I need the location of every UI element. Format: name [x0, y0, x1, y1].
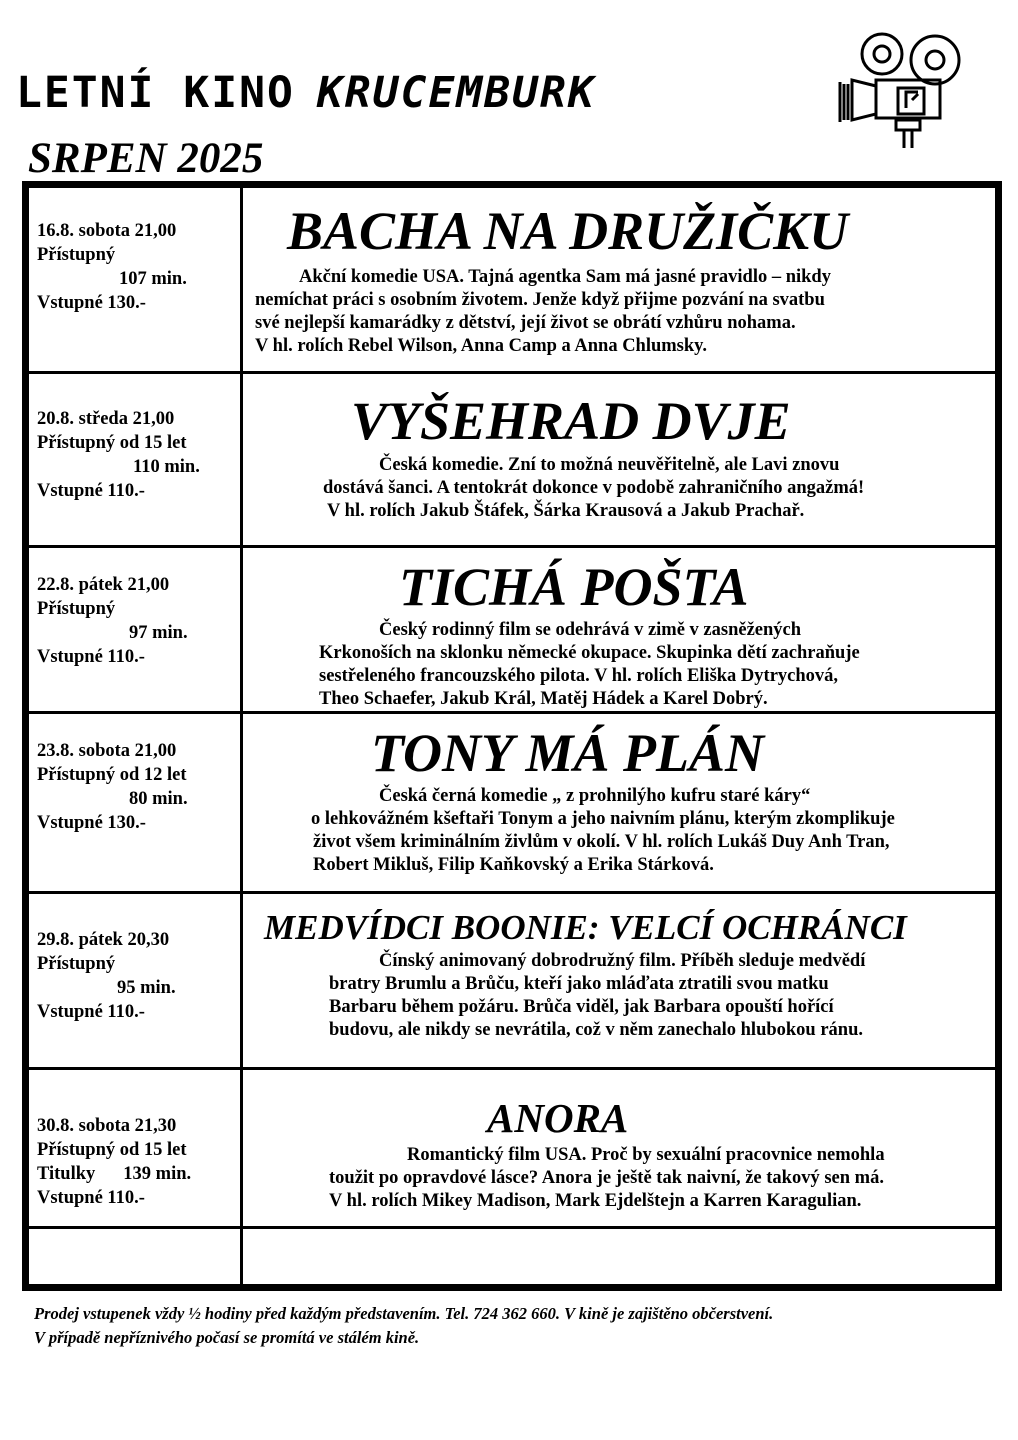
description-line: V hl. rolích Rebel Wilson, Anna Camp a Anna Chlumsky.: [255, 336, 708, 356]
screening-datetime: 29.8. pátek 20,30: [37, 930, 170, 950]
screening-access: Přístupný od 15 let: [37, 433, 187, 453]
screening-price: Vstupné 110.-: [37, 481, 145, 501]
screening-info-4: [37, 739, 237, 835]
screening-price: Vstupné 130.-: [37, 293, 146, 313]
screening-access: Přístupný: [37, 599, 116, 619]
description-line: Český rodinný film se odehrává v zimě v zasněžených: [379, 620, 802, 640]
page-title: [16, 68, 596, 118]
screening-access: Přístupný: [37, 245, 116, 265]
movie-title-3: TICHÁ POŠTA: [399, 557, 749, 617]
description-line: život všem kriminálním živlům v okolí. V hl. rolích Lukáš Duy Anh Tran,: [313, 832, 890, 852]
description-line: Barbaru během požáru. Brůča viděl, jak Barbara opouští hořící: [329, 997, 834, 1017]
screening-duration: 107 min.: [119, 269, 187, 289]
movie-description-1: [247, 266, 999, 358]
movie-title-1: BACHA NA DRUŽIČKU: [287, 201, 849, 261]
title-krucemburk: KRUCEMBURK: [316, 68, 596, 118]
description-line: V hl. rolích Jakub Štáfek, Šárka Krausová a Jakub Prachař.: [327, 501, 805, 521]
row-divider: [29, 545, 995, 548]
row-divider: [29, 891, 995, 894]
screening-info-6: [37, 1114, 237, 1210]
screening-duration: 139 min.: [123, 1164, 192, 1184]
row-divider: [29, 1226, 995, 1229]
description-line: Česká komedie. Zní to možná neuvěřitelně, ale Lavi znovu: [379, 455, 840, 475]
description-line: sestřeleného francouzského pilota. V hl. rolích Eliška Dytrychová,: [319, 666, 839, 686]
description-line: Krkonoších na sklonku německé okupace. Skupinka dětí zachraňuje: [319, 643, 860, 663]
footer-line-tickets: Prodej vstupenek vždy ½ hodiny před každým představením. Tel. 724 362 660. V kině je zajištěno občerstvení.: [34, 1304, 774, 1323]
description-line: o lehkovážném kšeftaři Tonym a jeho naivním plánu, kterým zkomplikuje: [311, 809, 895, 829]
description-line: bratry Brumlu a Brůču, kteří jako mláďata ztratili svou matku: [329, 974, 829, 994]
movie-title-4: TONY MÁ PLÁN: [371, 723, 765, 783]
description-line: nemíchat práci s osobním životem. Jenže když přijme pozvání na svatbu: [255, 290, 825, 310]
screening-access: Přístupný: [37, 954, 116, 974]
description-line: Česká černá komedie „ z prohnilýho kufru staré káry“: [379, 786, 811, 806]
title-letni-kino: LETNÍ KINO: [16, 68, 295, 118]
screening-datetime: 20.8. středa 21,00: [37, 409, 175, 429]
movie-title-2: VYŠEHRAD DVJE: [351, 391, 791, 451]
screening-duration: 80 min.: [129, 789, 188, 809]
film-camera-icon: [836, 28, 962, 152]
screening-info-2: [37, 407, 237, 503]
row-divider: [29, 371, 995, 374]
movie-title-6: ANORA: [487, 1095, 629, 1141]
movie-description-3: [247, 619, 999, 711]
column-divider: [240, 188, 243, 1284]
screening-duration: 110 min.: [133, 457, 200, 477]
screening-datetime: 16.8. sobota 21,00: [37, 221, 177, 241]
screening-datetime: 22.8. pátek 21,00: [37, 575, 170, 595]
screening-info-1: [37, 219, 237, 315]
screening-datetime: 23.8. sobota 21,00: [37, 741, 177, 761]
movie-title-5: MEDVÍDCI BOONIE: VELCÍ OCHRÁNCI: [264, 908, 907, 947]
screening-duration: 95 min.: [117, 978, 176, 998]
description-line: budovu, ale nikdy se nevrátila, což v něm zanechalo hlubokou ránu.: [329, 1020, 864, 1040]
movie-description-6: [247, 1144, 999, 1213]
screening-info-5: [37, 928, 237, 1024]
page-subtitle-month: SRPEN 2025: [28, 135, 264, 182]
description-line: Romantický film USA. Proč by sexuální pracovnice nemohla: [407, 1145, 885, 1165]
footer-note: [34, 1302, 773, 1350]
screening-price: Vstupné 130.-: [37, 813, 146, 833]
screening-price: Vstupné 110.-: [37, 1188, 145, 1208]
screening-price: Vstupné 110.-: [37, 647, 145, 667]
schedule-table: [22, 181, 1002, 1291]
description-line: své nejlepší kamarádky z dětství, její život se obrátí vzhůru nohama.: [255, 313, 796, 333]
screening-datetime: 30.8. sobota 21,30: [37, 1116, 177, 1136]
screening-price: Vstupné 110.-: [37, 1002, 145, 1022]
description-line: Čínský animovaný dobrodružný film. Příběh sleduje medvědí: [379, 951, 866, 971]
description-line: toužit po opravdové lásce? Anora je ještě tak naivní, že takový sen má.: [329, 1168, 884, 1188]
row-divider: [29, 711, 995, 714]
description-line: V hl. rolích Mikey Madison, Mark Ejdelštejn a Karren Karagulian.: [329, 1191, 862, 1211]
description-line: Akční komedie USA. Tajná agentka Sam má jasné pravidlo – nikdy: [299, 267, 831, 287]
description-line: Theo Schaefer, Jakub Král, Matěj Hádek a Karel Dobrý.: [319, 689, 768, 709]
screening-subtitles-duration: [37, 1162, 237, 1186]
row-divider: [29, 1067, 995, 1070]
footer-line-weather: V případě nepříznivého počasí se promítá ve stálém kině.: [34, 1328, 420, 1347]
movie-description-4: [247, 785, 999, 877]
movie-description-2: [247, 454, 999, 523]
screening-info-3: [37, 573, 237, 669]
screening-duration: 97 min.: [129, 623, 188, 643]
description-line: Robert Mikluš, Filip Kaňkovský a Erika Stárková.: [313, 855, 714, 875]
screening-subtitles: Titulky: [37, 1164, 96, 1184]
screening-access: Přístupný od 15 let: [37, 1140, 187, 1160]
movie-description-5: [247, 950, 999, 1042]
screening-access: Přístupný od 12 let: [37, 765, 187, 785]
description-line: dostává šanci. A tentokrát dokonce v podobě zahraničního angažmá!: [323, 478, 865, 498]
